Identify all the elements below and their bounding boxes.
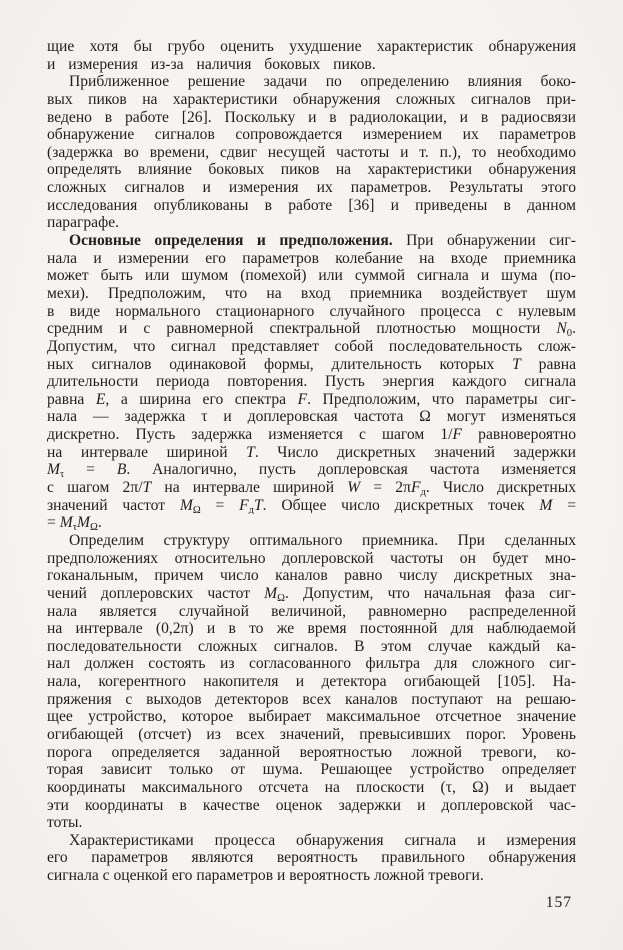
- text-line: дискретно. Пусть задержка изменяется с шагом 1/F равновероятно: [47, 426, 576, 444]
- text-line: щее устройство, которое выбирает максимальное отсчетное значение: [47, 708, 576, 726]
- text-line: мехи). Предположим, что на вход приемника воздействует шум: [47, 284, 576, 302]
- text-line: в виде нормального стационарного случайного процесса с нулевым: [47, 302, 576, 320]
- text-line: исследования опубликованы в работе [36] и приведены в данном: [47, 196, 576, 214]
- text-line: торая зависит только от шума. Решающее устройство определяет: [47, 761, 576, 779]
- page-number: 157: [545, 894, 572, 911]
- text-line: координаты максимального отсчета на плоскости (τ, Ω) и выдает: [47, 778, 576, 796]
- text-line: огибающей (отсчет) из всех значений, превысивших порог. Уровень: [47, 725, 576, 743]
- text-line: ведено в работе [26]. Поскольку и в радиолокации, и в радиосвязи: [47, 108, 576, 126]
- text-line: определять влияние боковых пиков на характеристики обнаружения: [47, 161, 576, 179]
- text-line: на интервале (0,2π) и в то же время постоянной для наблюдаемой: [47, 620, 576, 638]
- text-line: ных сигналов одинаковой формы, длительность которых T равна: [47, 355, 576, 373]
- text-line: обнаружение сигналов сопровождается измерением их параметров: [47, 126, 576, 144]
- text-line: последовательности сложных сигналов. В этом случае каждый ка-: [47, 637, 576, 655]
- text-line: пряжения с выходов детекторов всех каналов поступают на решаю-: [47, 690, 576, 708]
- page-text-block: [47, 38, 576, 885]
- text-line: длительности периода повторения. Пусть энергия каждого сигнала: [47, 373, 576, 391]
- text-line: тоты.: [47, 814, 83, 832]
- text-line: средним и с равномерной спектральной плотностью мощности $N_0$.: [47, 320, 576, 338]
- text-line: чений доплеровских частот $M_\Omega$. Допустим, что начальная фаза сиг-: [47, 584, 576, 603]
- text-line: гоканальным, причем число каналов равно числу дискретных зна-: [47, 567, 576, 585]
- text-line: параграфе.: [47, 214, 120, 232]
- text-line: нала и измерении его параметров колебание на входе приемника: [47, 249, 576, 267]
- text-line: вых пиков на характеристики обнаружения сложных сигналов при-: [47, 90, 576, 108]
- text-line: Характеристиками процесса обнаружения сигнала и измерения: [69, 831, 576, 849]
- text-line: на интервале шириной T. Число дискретных значений задержки: [47, 443, 576, 461]
- text-line: нал должен состоять из согласованного фильтра для сложного сиг-: [47, 655, 576, 673]
- text-line: Допустим, что сигнал представляет собой последовательность слож-: [47, 337, 576, 355]
- text-line: сложных сигналов и измерения их параметров. Результаты этого: [47, 179, 576, 197]
- text-line: Приближенное решение задачи по определению влияния боко-: [69, 73, 576, 91]
- text-line: нала, когерентного накопителя и детектора огибающей [105]. На-: [47, 673, 576, 691]
- text-line: Основные определения и предположения. При обнаружении сиг-: [69, 232, 576, 250]
- text-line: нала является случайной величиной, равномерно распределенной: [47, 602, 576, 620]
- text-line: может быть или шумом (помехой) или суммой сигнала и шума (по-: [47, 267, 576, 285]
- text-line: порога определяется заданной вероятностью ложной тревоги, ко-: [47, 743, 576, 761]
- text-line: щие хотя бы грубо оценить ухудшение характеристик обнаружения: [47, 38, 576, 55]
- text-line: значений частот $M_\Omega = F_дT$. Общее число дискретных точек M =: [47, 496, 576, 515]
- text-line: с шагом 2π/T на интервале шириной $W = 2\pi F_д$. Число дискретных: [47, 479, 576, 497]
- text-line: = $M_\tau M_\Omega$.: [47, 514, 102, 532]
- text-line: Определим структуру оптимального приемника. При сделанных: [69, 531, 576, 549]
- text-line: предположениях относительно доплеровской частоты он будет мно-: [47, 549, 576, 567]
- text-line: и измерения из-за наличия боковых пиков.: [47, 55, 376, 73]
- text-line: его параметров являются вероятность правильного обнаружения: [47, 849, 576, 867]
- text-line: равна E, а ширина его спектра F. Предположим, что параметры сиг-: [47, 390, 576, 408]
- text-line: $M_\tau = B$. Аналогично, пусть доплеровская частота изменяется: [47, 461, 576, 480]
- text-line: нала — задержка τ и доплеровская частота Ω могут изменяться: [47, 408, 576, 426]
- text-line: сигнала с оценкой его параметров и вероятность ложной тревоги.: [47, 867, 484, 885]
- text-line: эти координаты в качестве оценок задержки и доплеровской час-: [47, 796, 576, 814]
- text-line: (задержка во времени, сдвиг несущей частоты и т. п.), то необходимо: [47, 143, 576, 161]
